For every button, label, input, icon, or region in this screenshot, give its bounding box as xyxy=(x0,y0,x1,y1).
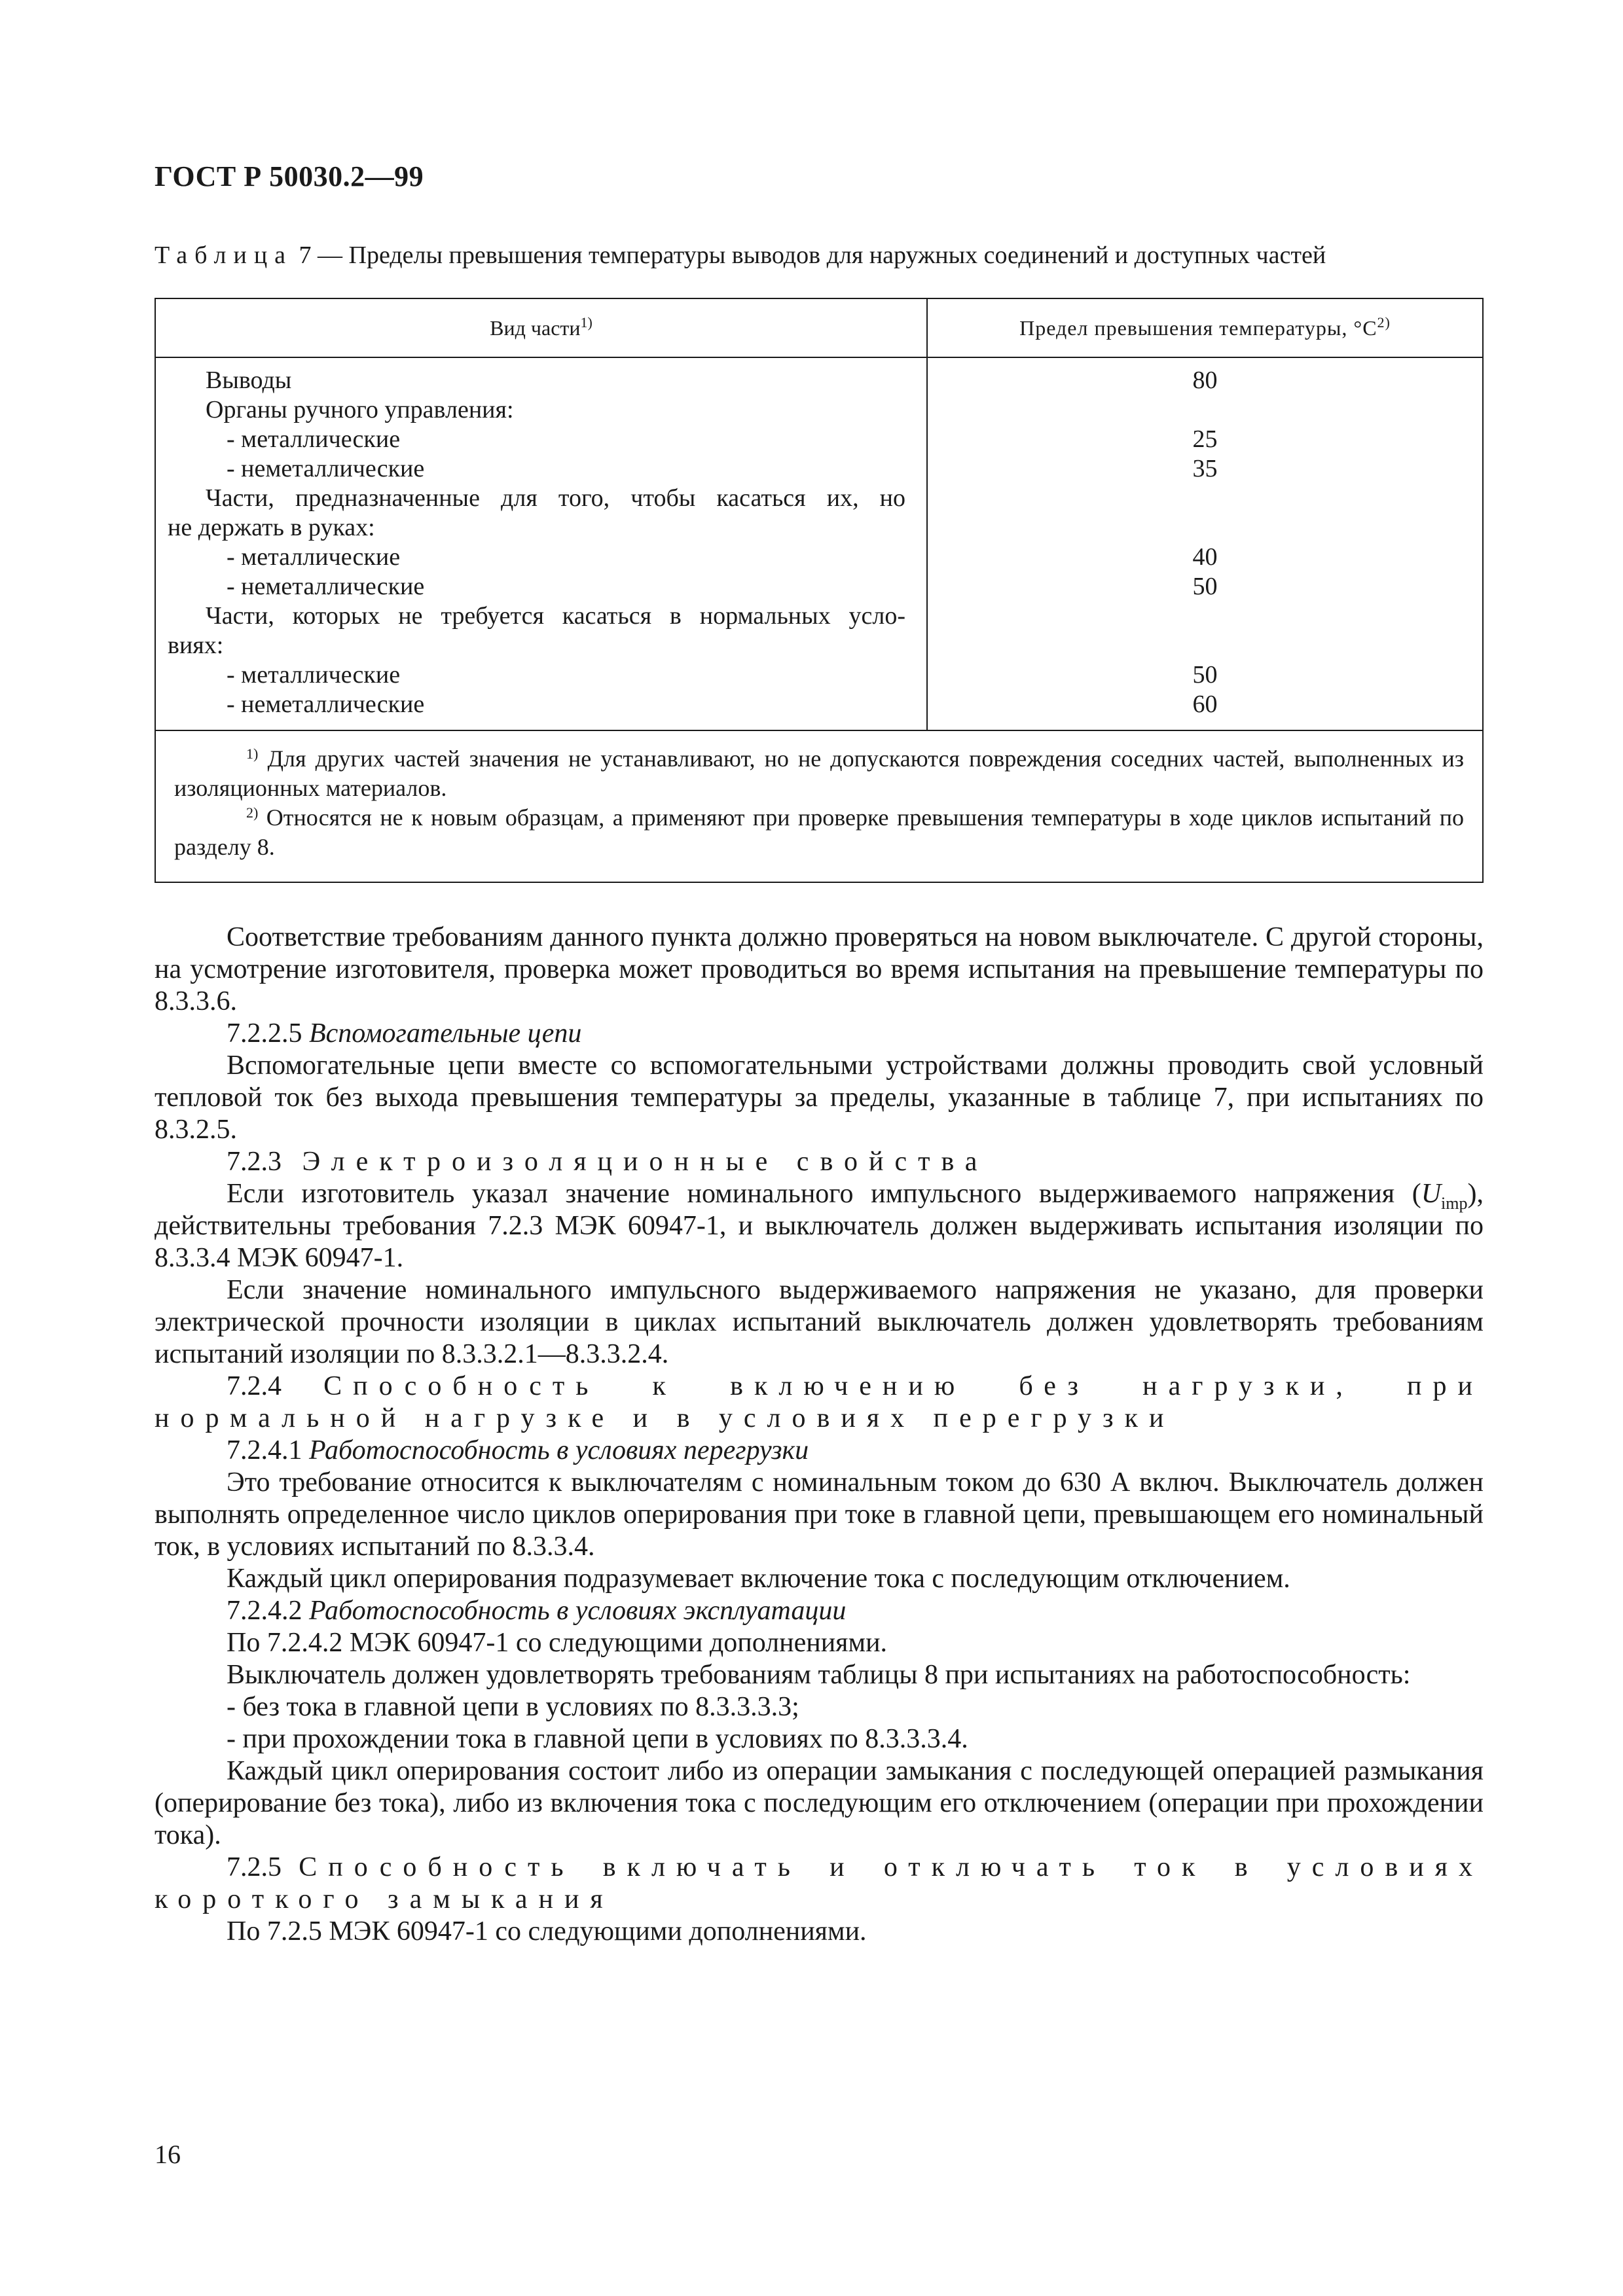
table-caption-label: Таблица xyxy=(155,242,293,269)
table-cell-value xyxy=(928,513,1482,543)
table-cell-value xyxy=(928,484,1482,513)
table-header-row xyxy=(155,298,1483,357)
paragraph: Выключатель должен удовлетворять требованиям таблицы 8 при испытаниях на работоспособность: xyxy=(227,1660,1411,1690)
table-cell-label: - металлические xyxy=(227,425,401,453)
table-cell-label: виях: xyxy=(168,632,224,659)
table-cell-label: - неметаллические xyxy=(227,691,425,718)
paragraph: Каждый цикл оперирования подразумевает включение тока с последующим отключением. xyxy=(227,1564,1290,1594)
table-cell-value: 35 xyxy=(1192,455,1218,482)
paragraph: Если изготовитель указал значение номинального импульсного выдерживаемого напряжения $(U_{imp})$, действительны требования 7.2.3 МЭК 60947-1, и выключатель должен выдерживать испытания изоляции по 8.3.3.4 МЭК 60947-1. xyxy=(155,1179,1484,1273)
paragraph: Вспомогательные цепи вместе со вспомогательными устройствами должны проводить свой условный тепловой ток без выхода превышения температуры за пределы, указанные в таблице 7, при испытаниях по 8.3.2.5. xyxy=(155,1050,1484,1145)
section-heading-7-2-4-2: 7.2.4.2 Работоспособность в условиях эксплуатации xyxy=(227,1596,847,1626)
section-heading-7-2-4-1: 7.2.4.1 Работоспособность в условиях перегрузки xyxy=(227,1435,809,1465)
paragraph: Если значение номинального импульсного выдерживаемого напряжения не указано, для проверки электрической прочности изоляции в циклах испытаний выключатель должен удовлетворять требованиям испытаний изоляции по 8.3.3.2.1—8.3.3.2.4. xyxy=(155,1275,1484,1369)
paragraph: По 7.2.5 МЭК 60947-1 со следующими дополнениями. xyxy=(227,1916,867,1946)
table-cell-label: не держать в руках: xyxy=(168,514,375,541)
table-cell-value xyxy=(928,601,1482,631)
table-footnote-1: $^{1)}$ Для других частей значения не устанавливают, но не допускаются повреждения соседних частей, выполненных из изоляционных материалов. xyxy=(174,745,1464,801)
table-cell-value: 25 xyxy=(1192,425,1218,453)
paragraph: Соответствие требованиям данного пункта должно проверяться на новом выключателе. С другой стороны, на усмотрение изготовителя, проверка может проводиться во время испытания на превышение температуры по 8.3.3.6. xyxy=(155,922,1484,1016)
page-number: 16 xyxy=(155,2140,181,2169)
section-heading-7-2-3: 7.2.3 Электроизоляционные свойства xyxy=(227,1147,989,1177)
table-cell-label: - неметаллические xyxy=(227,455,425,482)
col-header-temperature-limit: Предел превышения температуры, $^\circ С^{2)}$ xyxy=(927,298,1483,357)
paragraph: Каждый цикл оперирования состоит либо из операции замыкания с последующей операцией размыкания (оперирование без тока), либо из включения тока с последующим его отключением (операции при прохождении тока). xyxy=(155,1756,1484,1850)
section-heading-7-2-2-5: 7.2.2.5 Вспомогательные цепи xyxy=(227,1018,582,1049)
list-item: - при прохождении тока в главной цепи в условиях по 8.3.3.3.4. xyxy=(227,1724,968,1754)
temperature-limit-column xyxy=(927,357,1483,730)
table-body-row xyxy=(155,357,1483,730)
temperature-limits-table xyxy=(155,298,1484,883)
col-header-part-type: Вид части$^{1)}$ xyxy=(155,298,927,357)
paragraph: По 7.2.4.2 МЭК 60947-1 со следующими дополнениями. xyxy=(227,1628,888,1658)
table-cell-label: - неметаллические xyxy=(227,573,425,600)
table-cell-label: Части, которых не требуется касаться в нормальных усло- xyxy=(206,602,905,630)
table-footnote-2: $^{2)}$ Относятся не к новым образцам, а применяют при проверке превышения температуры в ходе циклов испытаний по разделу 8. xyxy=(174,804,1464,860)
table-cell-value xyxy=(928,631,1482,660)
list-item: - без тока в главной цепи в условиях по 8.3.3.3.3; xyxy=(227,1692,799,1722)
table-notes-row xyxy=(155,730,1483,882)
table-caption-text: 7 — Пределы превышения температуры выводов для наружных соединений и доступных частей xyxy=(299,242,1326,269)
table-caption xyxy=(155,241,1484,270)
table-cell-label: - металлические xyxy=(227,543,401,571)
table-footnotes xyxy=(155,730,1483,882)
section-heading-7-2-4: 7.2.4 Способность к включению без нагрузки, при нормальной нагрузке и в условиях перегрузки xyxy=(155,1371,1484,1433)
table-cell-value: 40 xyxy=(1192,543,1218,571)
table-cell-label: Выводы xyxy=(206,367,292,394)
standard-code-header: ГОСТ Р 50030.2—99 xyxy=(155,160,424,192)
table-cell-value: 50 xyxy=(1192,573,1218,600)
table-cell-label: - металлические xyxy=(227,661,401,689)
body-text xyxy=(155,922,1484,1948)
table-cell-value: 80 xyxy=(1192,367,1218,394)
paragraph: Это требование относится к выключателям с номинальным током до 630 А включ. Выключатель должен выполнять определенное число циклов оперирования при токе в главной цепи, превышающем его номинальный ток, в условиях испытаний по 8.3.3.4. xyxy=(155,1467,1484,1562)
table-cell-value: 50 xyxy=(1192,661,1218,689)
table-cell-label: Части, предназначенные для того, чтобы касаться их, но xyxy=(206,484,905,512)
section-heading-7-2-5: 7.2.5 Способность включать и отключать ток в условиях короткого замыкания xyxy=(155,1852,1484,1914)
part-type-column xyxy=(155,357,927,730)
table-cell-value: 60 xyxy=(1192,691,1218,718)
table-cell-label: Органы ручного управления: xyxy=(206,396,514,423)
table-cell-value xyxy=(928,395,1482,425)
